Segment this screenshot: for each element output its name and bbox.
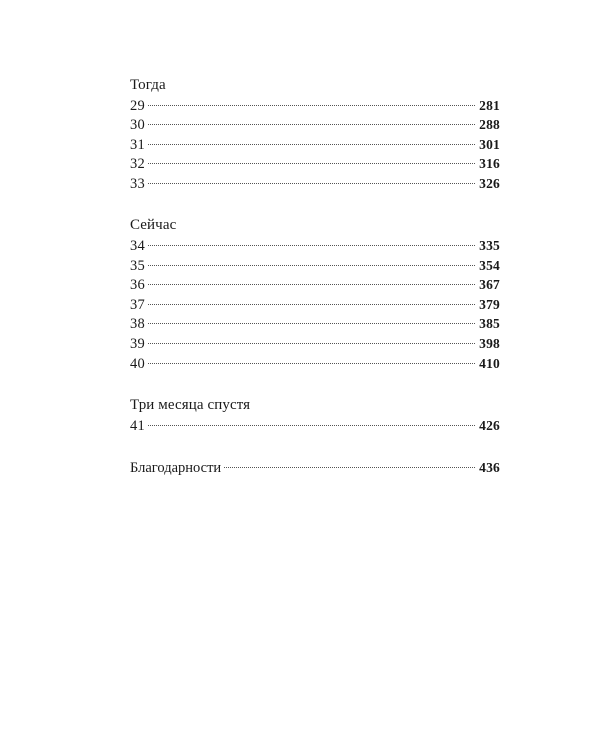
toc-entry[interactable] <box>130 295 500 315</box>
page-number: 326 <box>479 175 500 191</box>
toc-entry[interactable] <box>130 96 500 116</box>
toc-entry-acknowledgements[interactable] <box>130 458 500 478</box>
chapter-number: 37 <box>130 296 146 313</box>
toc-entry[interactable] <box>130 174 500 194</box>
page-number: 398 <box>479 335 500 351</box>
toc-entry[interactable] <box>130 334 500 354</box>
chapter-number: 33 <box>130 175 146 192</box>
chapter-number: 35 <box>130 257 146 274</box>
chapter-number: 34 <box>130 237 146 254</box>
page-number: 379 <box>479 296 500 312</box>
toc-entry[interactable] <box>130 135 500 155</box>
dot-leader <box>148 163 475 164</box>
chapter-number: 36 <box>130 277 146 294</box>
dot-leader <box>148 425 475 426</box>
toc-entry[interactable] <box>130 354 500 374</box>
page-number: 301 <box>479 136 500 152</box>
toc-section-then <box>130 76 500 193</box>
chapter-number: 41 <box>130 417 146 434</box>
dot-leader <box>148 343 475 344</box>
page-number: 385 <box>479 316 500 332</box>
toc-section-acknowledgements <box>130 458 500 478</box>
page-number: 281 <box>479 97 500 113</box>
toc-section-three-months-later <box>130 396 500 435</box>
toc-entry[interactable] <box>130 154 500 174</box>
toc-entry[interactable] <box>130 275 500 295</box>
chapter-number: 31 <box>130 136 146 153</box>
dot-leader <box>148 183 475 184</box>
dot-leader <box>148 284 475 285</box>
page-number: 316 <box>479 156 500 172</box>
page-number: 410 <box>479 355 500 371</box>
dot-leader <box>148 124 475 125</box>
toc-entry[interactable] <box>130 314 500 334</box>
section-title: Три месяца спустя <box>130 397 251 414</box>
table-of-contents <box>130 76 500 501</box>
page-number: 436 <box>479 460 500 476</box>
chapter-number: 30 <box>130 117 146 134</box>
page-number: 288 <box>479 117 500 133</box>
section-title: Сейчас <box>130 217 177 234</box>
dot-leader <box>224 467 475 468</box>
toc-entry[interactable] <box>130 115 500 135</box>
page-number: 335 <box>479 237 500 253</box>
toc-entry[interactable] <box>130 416 500 436</box>
page-number: 367 <box>479 277 500 293</box>
chapter-number: 39 <box>130 335 146 352</box>
chapter-number: 38 <box>130 316 146 333</box>
toc-entry[interactable] <box>130 256 500 276</box>
section-title: Тогда <box>130 77 166 93</box>
toc-entry[interactable] <box>130 236 500 256</box>
page-number: 354 <box>479 257 500 273</box>
dot-leader <box>148 323 475 324</box>
page-number: 426 <box>479 417 500 433</box>
chapter-number: 32 <box>130 156 146 173</box>
acknowledgements-label: Благодарности <box>130 460 222 477</box>
dot-leader <box>148 144 475 145</box>
toc-section-now <box>130 216 500 373</box>
dot-leader <box>148 304 475 305</box>
chapter-number: 29 <box>130 97 146 114</box>
dot-leader <box>148 245 475 246</box>
dot-leader <box>148 363 475 364</box>
chapter-number: 40 <box>130 355 146 372</box>
dot-leader <box>148 265 475 266</box>
dot-leader <box>148 105 475 106</box>
